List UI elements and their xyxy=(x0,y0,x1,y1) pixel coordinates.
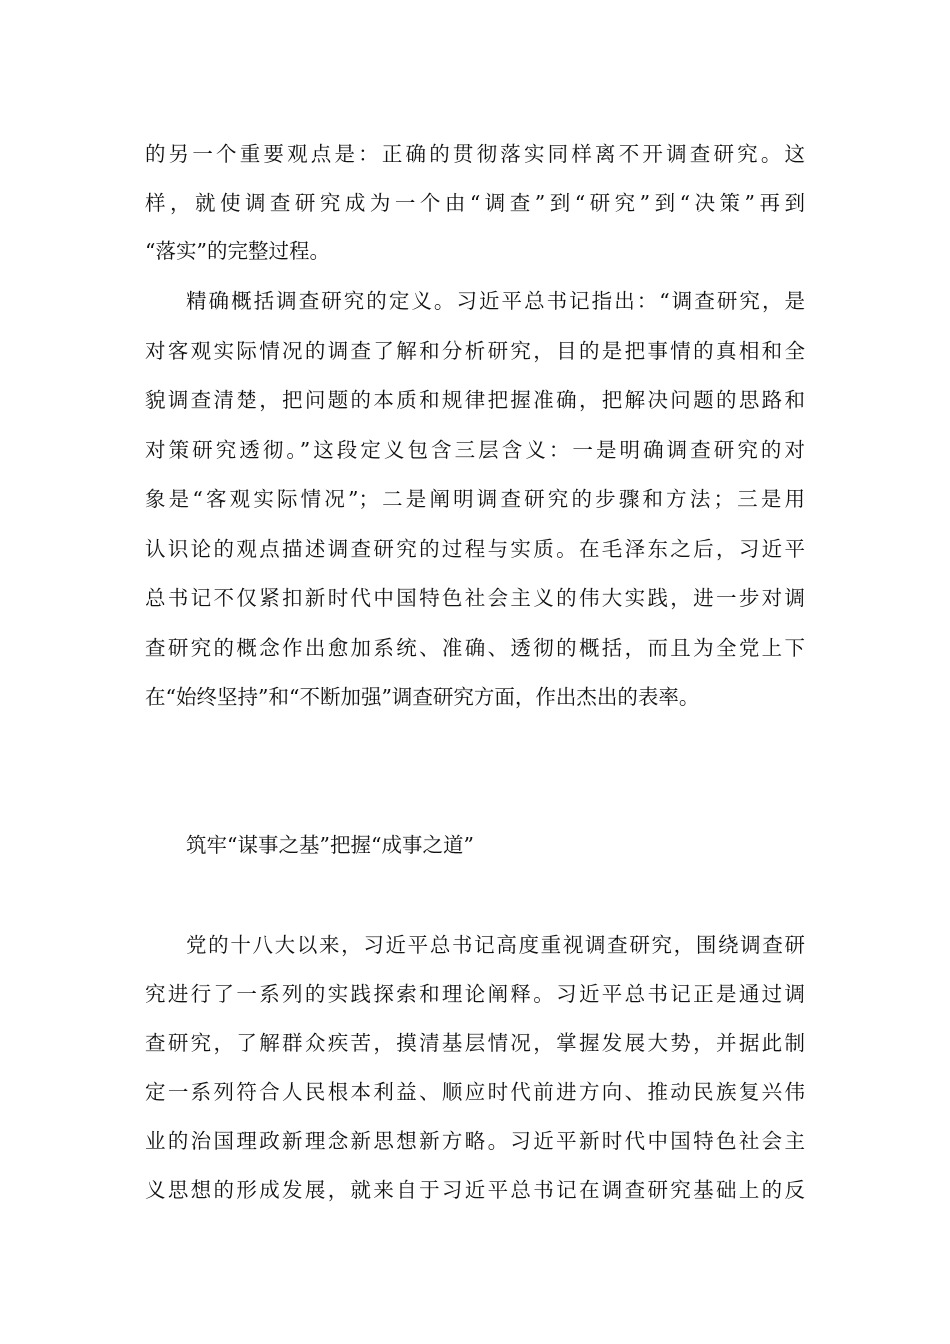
section-heading: 筑牢“谋事之基”把握“成事之道” xyxy=(186,833,474,857)
paragraph-line: 义思想的形成发展，就来自于习近平总书记在调查研究基础上的反 xyxy=(145,1178,805,1202)
paragraph-line: 究进行了一系列的实践探索和理论阐释。习近平总书记正是通过调 xyxy=(145,982,805,1006)
paragraph-line: 对策研究透彻。”这段定义包含三层含义：一是明确调查研究的对 xyxy=(145,438,805,462)
paragraph-line: 定一系列符合人民根本利益、顺应时代前进方向、推动民族复兴伟 xyxy=(145,1080,805,1104)
paragraph-line: 象是“客观实际情况”；二是阐明调查研究的步骤和方法；三是用 xyxy=(145,487,805,511)
paragraph-line: 查研究，了解群众疾苦，摸清基层情况，掌握发展大势，并据此制 xyxy=(145,1031,805,1055)
paragraph-line: 总书记不仅紧扣新时代中国特色社会主义的伟大实践，进一步对调 xyxy=(145,586,805,610)
paragraph-line: 查研究的概念作出愈加系统、准确、透彻的概括，而且为全党上下 xyxy=(145,636,805,660)
paragraph-line: 精确概括调查研究的定义。习近平总书记指出：“调查研究，是 xyxy=(186,289,805,313)
paragraph-line: 认识论的观点描述调查研究的过程与实质。在毛泽东之后，习近平 xyxy=(145,537,805,561)
paragraph-line: 在“始终坚持”和“不断加强”调查研究方面，作出杰出的表率。 xyxy=(145,685,700,709)
paragraph-line: 样，就使调查研究成为一个由“调查”到“研究”到“决策”再到 xyxy=(145,191,805,215)
paragraph-line: “落实”的完整过程。 xyxy=(145,239,330,263)
paragraph-line: 党的十八大以来，习近平总书记高度重视调查研究，围绕调查研 xyxy=(186,933,805,957)
paragraph-line: 貌调查清楚，把问题的本质和规律把握准确，把解决问题的思路和 xyxy=(145,388,805,412)
paragraph-line: 的另一个重要观点是：正确的贯彻落实同样离不开调查研究。这 xyxy=(145,142,805,166)
paragraph-line: 对客观实际情况的调查了解和分析研究，目的是把事情的真相和全 xyxy=(145,339,805,363)
paragraph-line: 业的治国理政新理念新思想新方略。习近平新时代中国特色社会主 xyxy=(145,1129,805,1153)
